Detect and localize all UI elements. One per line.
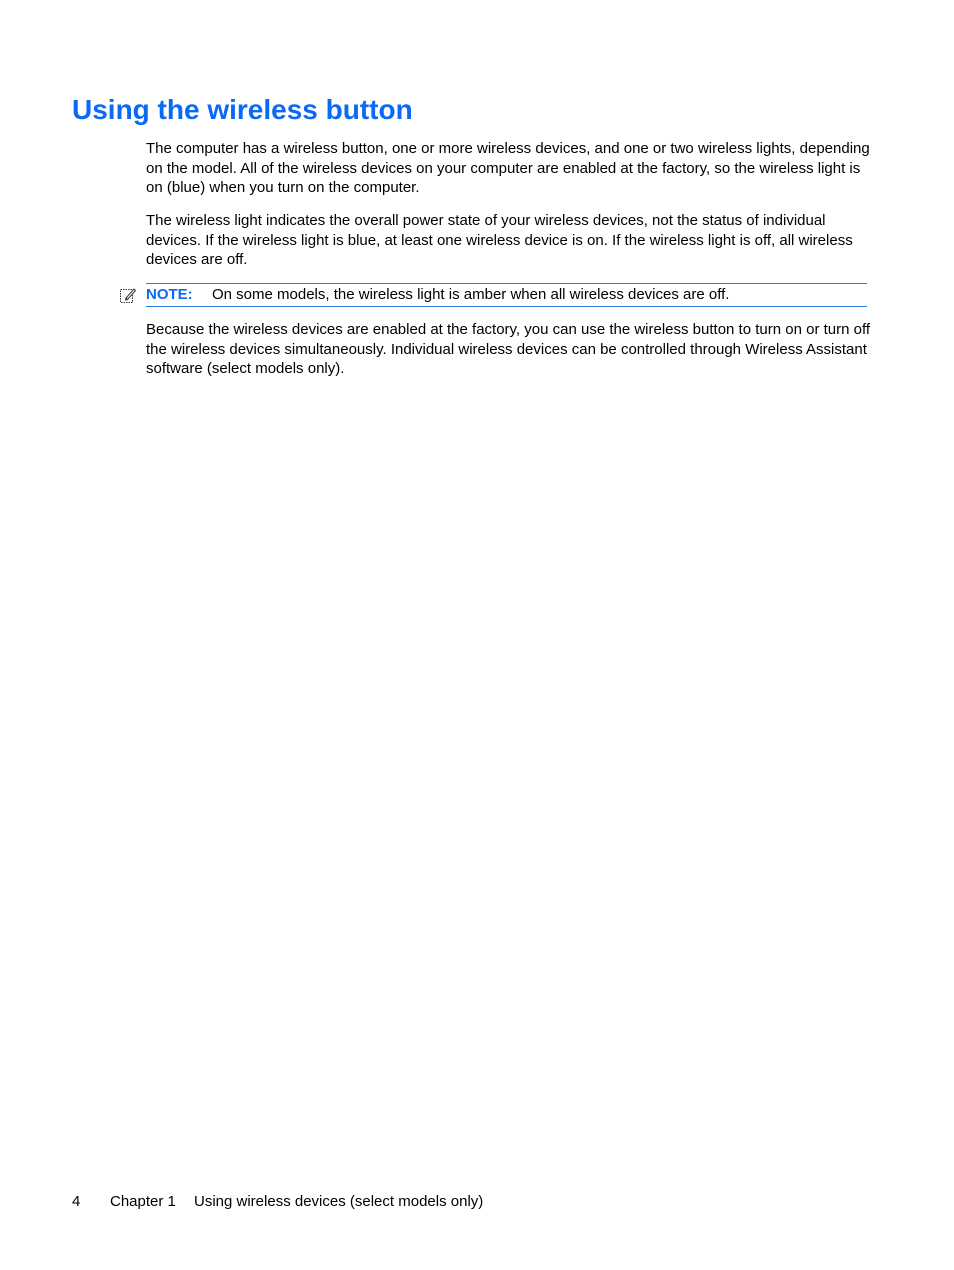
body-paragraph: The computer has a wireless button, one or more wireless devices, and one or two wireless lights, depending on the model. All of the wireless devices on your computer are enabled at the factory, so the wireless light is on (blue) when you turn on the computer.: [146, 140, 870, 197]
note-pencil-icon: [119, 286, 137, 304]
note-text: On some models, the wireless light is amber when all wireless devices are off.: [212, 286, 730, 303]
body-paragraph: Because the wireless devices are enabled at the factory, you can use the wireless button to turn on or turn off the wireless devices simultaneously. Individual wireless devices can be controlled through Wireless Assistant software (select models only).: [146, 321, 871, 378]
footer-chapter-title: Using wireless devices (select models only): [194, 1193, 484, 1210]
page-number: 4: [72, 1193, 81, 1210]
body-paragraph: The wireless light indicates the overall power state of your wireless devices, not the status of individual devices. If the wireless light is blue, at least one wireless device is on. If the wireless light is off, all wireless devices are off.: [146, 212, 853, 269]
footer-chapter: Chapter 1: [110, 1193, 176, 1210]
note-box: [146, 283, 867, 307]
page-title: Using the wireless button: [72, 94, 413, 125]
note-label: NOTE:: [146, 286, 193, 303]
